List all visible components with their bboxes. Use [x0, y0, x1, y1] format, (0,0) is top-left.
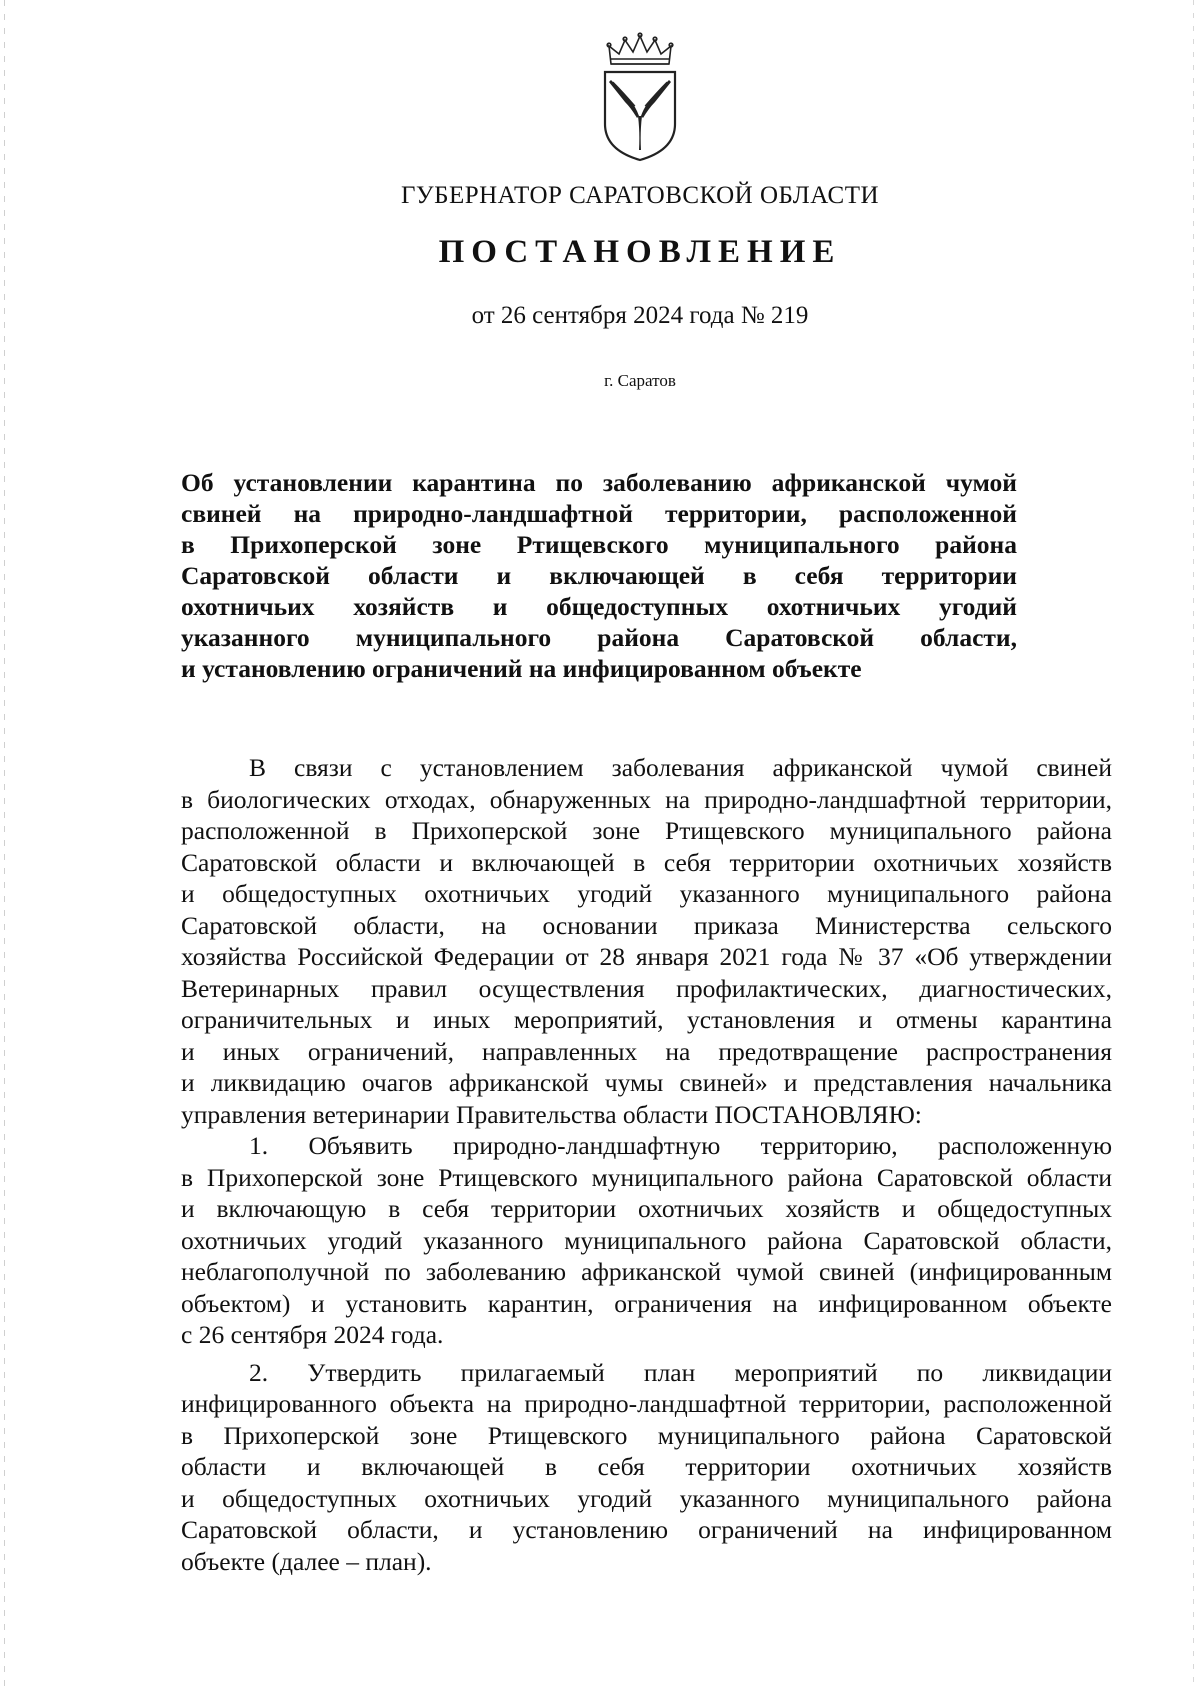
issuer-name: ГУБЕРНАТОР САРАТОВСКОЙ ОБЛАСТИ [400, 182, 880, 209]
item-2-line: Саратовской области, и установлению ограничений на инфицированном [181, 1515, 1112, 1544]
document-type: ПОСТАНОВЛЕНИЕ [438, 234, 842, 270]
title-line: указанного муниципального района Саратовской области, [181, 623, 1017, 652]
title-line: в Прихоперской зоне Ртищевского муниципального района [181, 530, 1017, 559]
document-body [181, 752, 1112, 1577]
item-1-line: и включающую в себя территории охотничьих хозяйств и общедоступных [181, 1194, 1112, 1223]
item-1-line: в Прихоперской зоне Ртищевского муниципального района Саратовской области [181, 1162, 1112, 1192]
preamble-line: и иных ограничений, направленных на предотвращение распространения [181, 1036, 1112, 1066]
document-title [181, 467, 1017, 684]
item-2-line: области и включающей в себя территории охотничьих хозяйств [181, 1452, 1112, 1481]
preamble-line: Ветеринарных правил осуществления профилактических, диагностических, [181, 973, 1112, 1003]
item-1-line: объектом) и установить карантин, ограничения на инфицированном объекте [181, 1288, 1112, 1318]
document-date-number: от 26 сентября 2024 года № 219 [471, 302, 809, 329]
preamble-line: хозяйства Российской Федерации от 28 января 2021 года № 37 «Об утверждении [181, 942, 1112, 971]
preamble-line: Саратовской области, на основании приказа Министерства сельского [181, 910, 1112, 940]
preamble-line: Саратовской области и включающей в себя территории охотничьих хозяйств [181, 847, 1112, 877]
item-2-line: 2. Утвердить прилагаемый план мероприятий по ликвидации [249, 1357, 1112, 1387]
preamble-line: В связи с установлением заболевания африканской чумой свиней [249, 753, 1112, 782]
item-2-line: в Прихоперской зоне Ртищевского муниципального района Саратовской [181, 1420, 1112, 1450]
item-1-line: охотничьих угодий указанного муниципального района Саратовской области, [181, 1225, 1112, 1255]
item-1-line: неблагополучной по заболеванию африканской чумой свиней (инфицированным [181, 1257, 1112, 1286]
item-1-line: с 26 сентября 2024 года. [181, 1320, 444, 1349]
preamble-line: и общедоступных охотничьих угодий указанного муниципального района [181, 879, 1112, 908]
title-line: охотничьих хозяйств и общедоступных охотничьих угодий [181, 592, 1017, 621]
title-line: Об установлении карантина по заболеванию африканской чумой [181, 468, 1017, 497]
item-2-line: инфицированного объекта на природно-ландшафтной территории, расположенной [181, 1389, 1112, 1418]
title-line: Саратовской области и включающей в себя территории [181, 561, 1017, 590]
document-place: г. Саратов [604, 371, 676, 390]
item-2-line: и общедоступных охотничьих угодий указанного муниципального района [181, 1483, 1112, 1513]
title-line: свиней на природно-ландшафтной территории, расположенной [181, 499, 1017, 528]
item-2-line: объекте (далее – план). [181, 1546, 432, 1576]
preamble-line: ограничительных и иных мероприятий, установления и отмены карантина [181, 1005, 1112, 1034]
item-1-line: 1. Объявить природно-ландшафтную территорию, расположенную [249, 1131, 1112, 1160]
preamble-line: и ликвидацию очагов африканской чумы свиней» и представления начальника [181, 1068, 1112, 1097]
preamble-line: расположенной в Прихоперской зоне Ртищевского муниципального района [181, 816, 1112, 845]
preamble-line: в биологических отходах, обнаруженных на природно-ландшафтной территории, [181, 784, 1112, 814]
coat-of-arms-icon [597, 32, 683, 162]
title-line: и установлению ограничений на инфицированном объекте [181, 654, 862, 683]
preamble-line: управления ветеринарии Правительства области ПОСТАНОВЛЯЮ: [181, 1099, 922, 1129]
